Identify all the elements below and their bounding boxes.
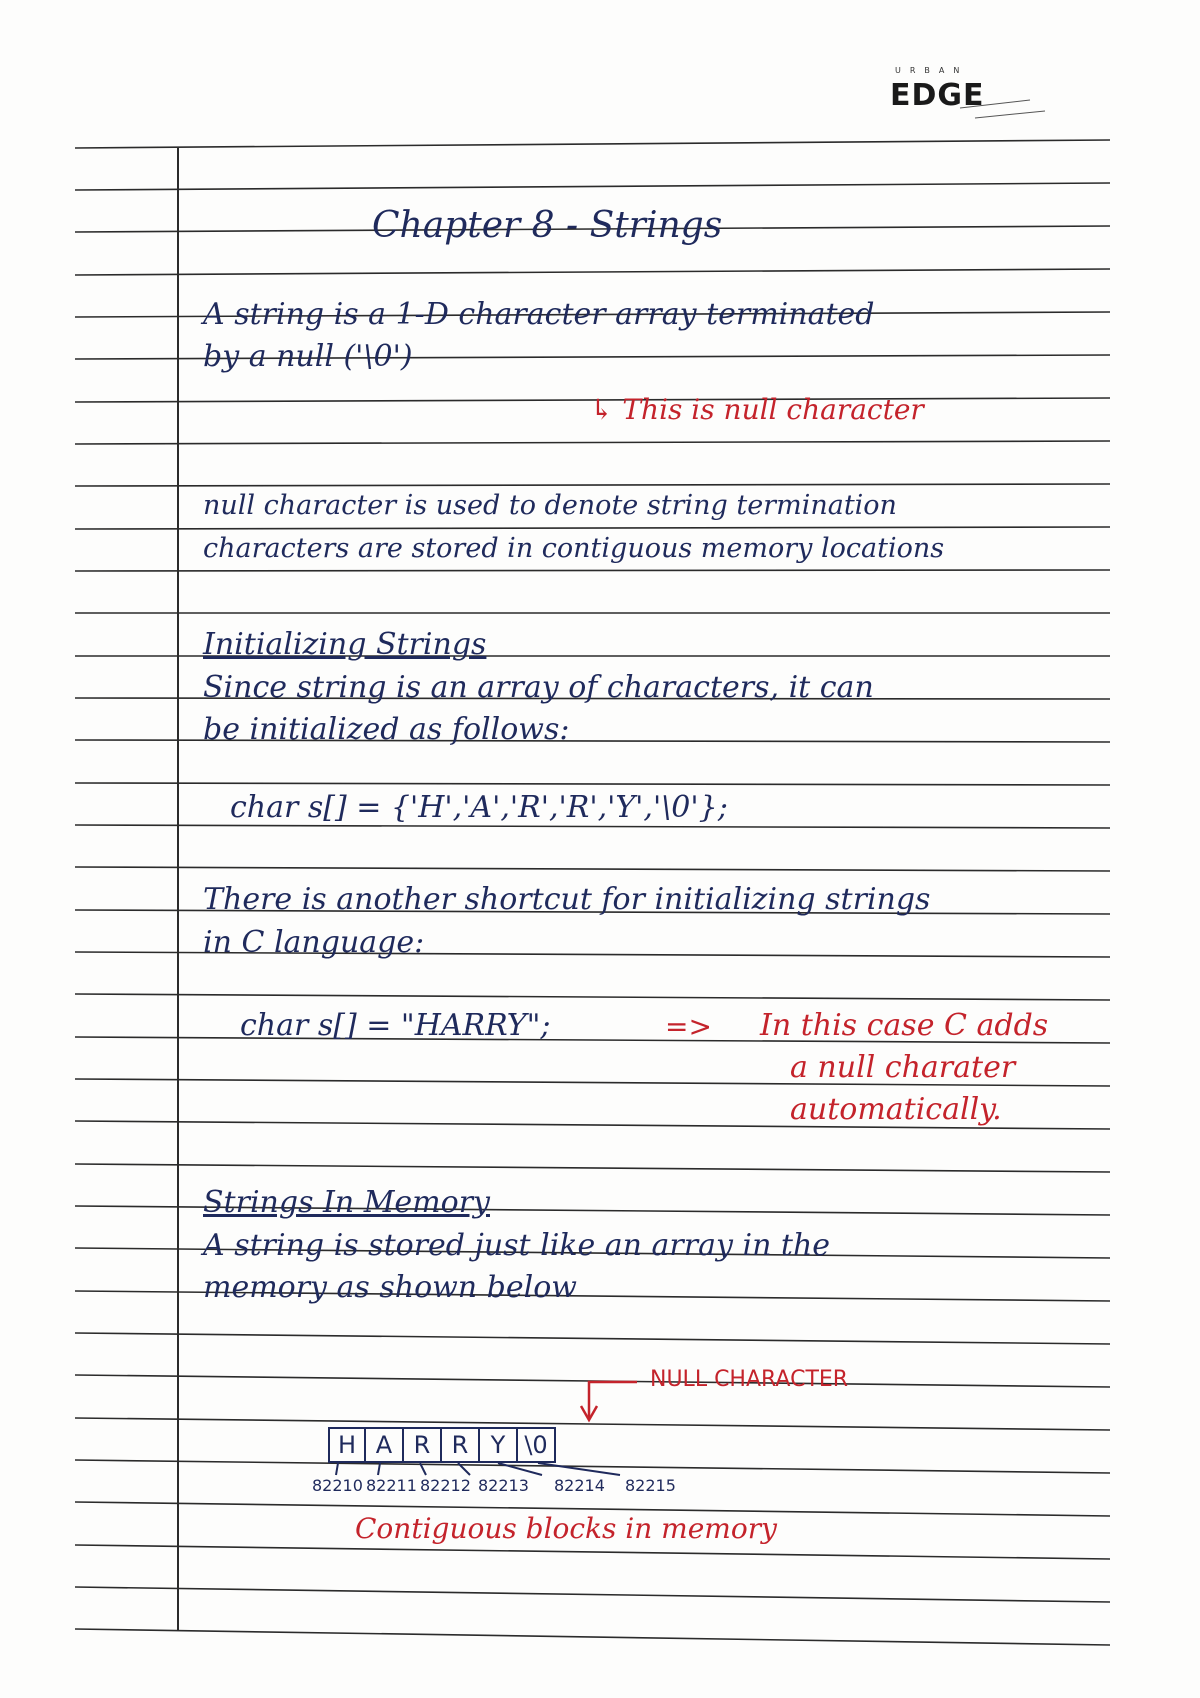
- null-character-note: [590, 393, 924, 426]
- definition-line-1: A string is a 1-D character array terminated: [203, 297, 875, 332]
- fact-line-2: characters are stored in contiguous memory locations: [203, 533, 945, 564]
- memory-address: 82212: [420, 1476, 471, 1495]
- shortcut-line-2: in C language:: [203, 925, 425, 960]
- memory-caption: Contiguous blocks in memory: [355, 1512, 777, 1545]
- memory-address: 82213: [478, 1476, 529, 1495]
- memory-cell: A: [366, 1427, 404, 1463]
- initializing-heading: Initializing Strings: [203, 627, 487, 662]
- null-pointer-arrow-icon: [575, 1372, 645, 1424]
- memory-line-1: A string is stored just like an array in the: [203, 1228, 831, 1263]
- memory-cell: R: [442, 1427, 480, 1463]
- shortcut-line-1: There is another shortcut for initializing strings: [203, 882, 931, 917]
- memory-address: 82215: [625, 1476, 676, 1495]
- shortcut-code: char s[] = "HARRY";: [240, 1008, 551, 1043]
- memory-address: 82211: [366, 1476, 417, 1495]
- shortcut-note-2: a null charater: [790, 1050, 1016, 1085]
- initializing-line-2: be initialized as follows:: [203, 712, 570, 747]
- memory-cells: [328, 1427, 556, 1463]
- memory-cell: \0: [518, 1427, 556, 1463]
- shortcut-arrow: =>: [665, 1010, 712, 1043]
- memory-cell: H: [328, 1427, 366, 1463]
- brand-logo: EDGE: [890, 78, 985, 113]
- memory-address: 82214: [554, 1476, 605, 1495]
- definition-line-2: by a null ('\0'): [203, 339, 413, 374]
- shortcut-note-3: automatically.: [790, 1092, 1002, 1127]
- memory-cell: R: [404, 1427, 442, 1463]
- memory-address: 82210: [312, 1476, 363, 1495]
- null-character-note-text: This is null character: [622, 393, 924, 426]
- memory-line-2: memory as shown below: [203, 1270, 577, 1305]
- page-title: Chapter 8 - Strings: [372, 205, 723, 246]
- arrow-icon: ↳: [590, 393, 623, 426]
- initializing-code: char s[] = {'H','A','R','R','Y','\0'};: [230, 790, 728, 825]
- null-character-label: NULL CHARACTER: [650, 1367, 849, 1392]
- fact-line-1: null character is used to denote string termination: [203, 490, 897, 521]
- shortcut-note-1: In this case C adds: [760, 1008, 1049, 1043]
- brand-subtitle: URBAN: [895, 66, 969, 75]
- memory-cell: Y: [480, 1427, 518, 1463]
- memory-heading: Strings In Memory: [203, 1185, 490, 1220]
- initializing-line-1: Since string is an array of characters, it can: [203, 670, 874, 705]
